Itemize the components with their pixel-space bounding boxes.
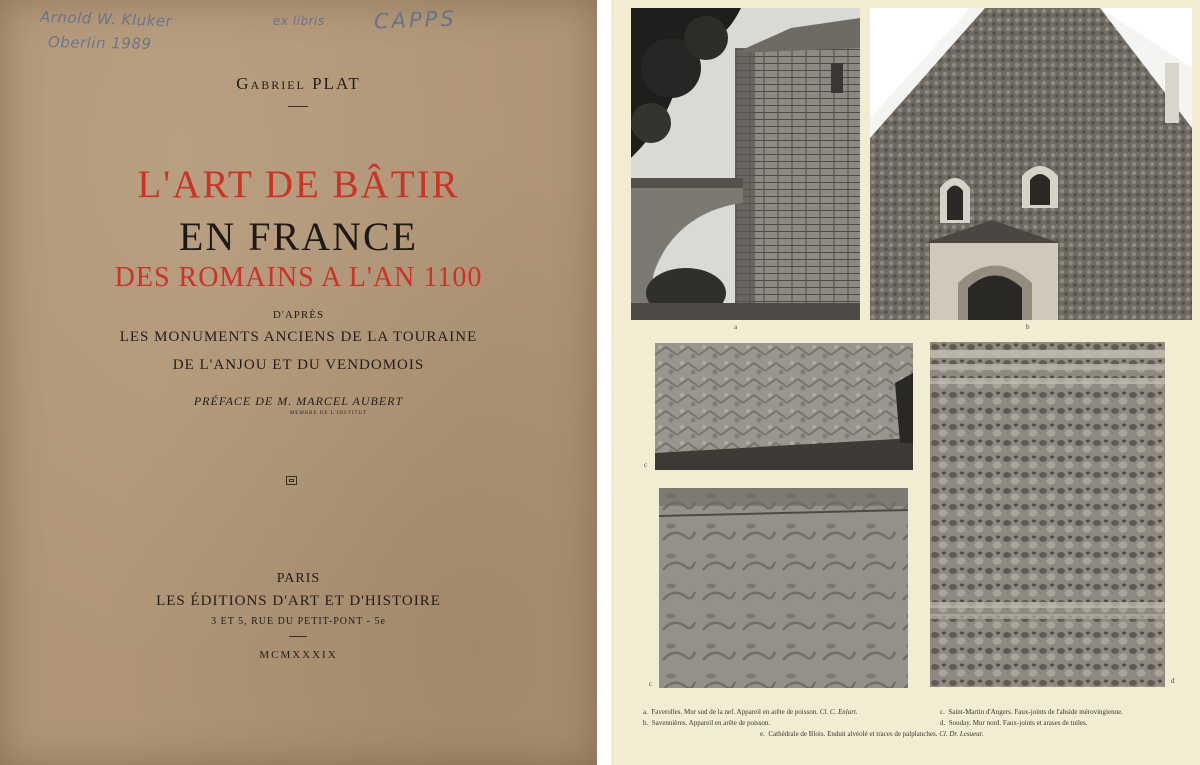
- photo-plate: [611, 0, 1200, 765]
- photo-label-d: d: [1171, 677, 1175, 685]
- cover-preface: PRÉFACE DE M. MARCEL AUBERT: [193, 394, 404, 408]
- caption-c-letter: c.: [940, 708, 945, 716]
- cover-publisher: LES ÉDITIONS D'ART ET D'HISTOIRE: [156, 593, 441, 609]
- caption-e: [760, 728, 983, 740]
- photo-c-herringbone-masonry: [655, 343, 913, 470]
- caption-a-letter: a.: [643, 708, 648, 716]
- cover-subtitle-line2: DE L'ANJOU ET DU VENDOMOIS: [172, 357, 425, 373]
- handwritten-owner-name: Arnold W. Kluker: [39, 7, 173, 31]
- caption-d-letter: d.: [940, 719, 946, 727]
- caption-e-text: Cathédrale de Blois. Enduit alvéolé et traces de palplanches.: [768, 730, 938, 738]
- photo-b-church-facade: [870, 8, 1192, 320]
- cover-city: PARIS: [276, 571, 321, 586]
- handwritten-ex-libris: ex libris: [273, 14, 325, 28]
- handwritten-stamp: CAPPS: [373, 6, 458, 34]
- divider: [288, 106, 308, 107]
- photo-label-c-bottom: c: [649, 680, 653, 688]
- caption-b: [643, 717, 770, 729]
- caption-d-text: Souday. Mur nord. Faux-joints et arases de tuiles.: [948, 719, 1088, 727]
- divider: [289, 636, 307, 637]
- cover-subtitle-line1: LES MONUMENTS ANCIENS DE LA TOURAINE: [119, 329, 478, 345]
- cover-title-line2: EN FRANCE: [178, 214, 419, 259]
- book-cover: [0, 0, 597, 765]
- cover-preface-note: MEMBRE DE L'INSTITUT: [289, 411, 368, 416]
- caption-b-text: Savennières. Appareil en arête de poisson.: [651, 719, 771, 727]
- caption-e-credit: Cl. Dr. Lesueur.: [939, 730, 984, 738]
- caption-a-text: Faverolles. Mur sud de la nef. Appareil en arête de poisson.: [651, 708, 818, 716]
- caption-e-letter: e.: [760, 730, 765, 738]
- caption-b-letter: b.: [643, 719, 649, 727]
- photo-d-rubble-wall: [930, 342, 1165, 687]
- photo-a-wall-with-arch: [631, 8, 860, 320]
- photo-label-b: b: [1026, 323, 1030, 331]
- handwritten-owner-place: Oberlin 1989: [47, 33, 152, 53]
- cover-author: Gabriel PLAT: [236, 74, 361, 93]
- photo-e-plaster-traces: [659, 488, 908, 688]
- cover-year: MCMXXXIX: [259, 649, 338, 661]
- photo-label-a: a: [734, 323, 738, 331]
- caption-c-text: Saint-Martin d'Angers. Faux-joints de l'abside mérovingienne.: [948, 708, 1123, 716]
- photo-label-c-top: c: [644, 461, 648, 469]
- cover-title-line1: L'ART DE BÂTIR: [137, 163, 460, 206]
- publisher-mark-icon: [286, 476, 297, 485]
- cover-dapres: D'APRÈS: [272, 309, 325, 321]
- cover-title-line3: DES ROMAINS A L'AN 1100: [114, 262, 483, 293]
- cover-address: 3 ET 5, RUE DU PETIT-PONT - 5e: [211, 616, 386, 627]
- caption-a-credit: Cl. C. Enlart.: [819, 708, 858, 716]
